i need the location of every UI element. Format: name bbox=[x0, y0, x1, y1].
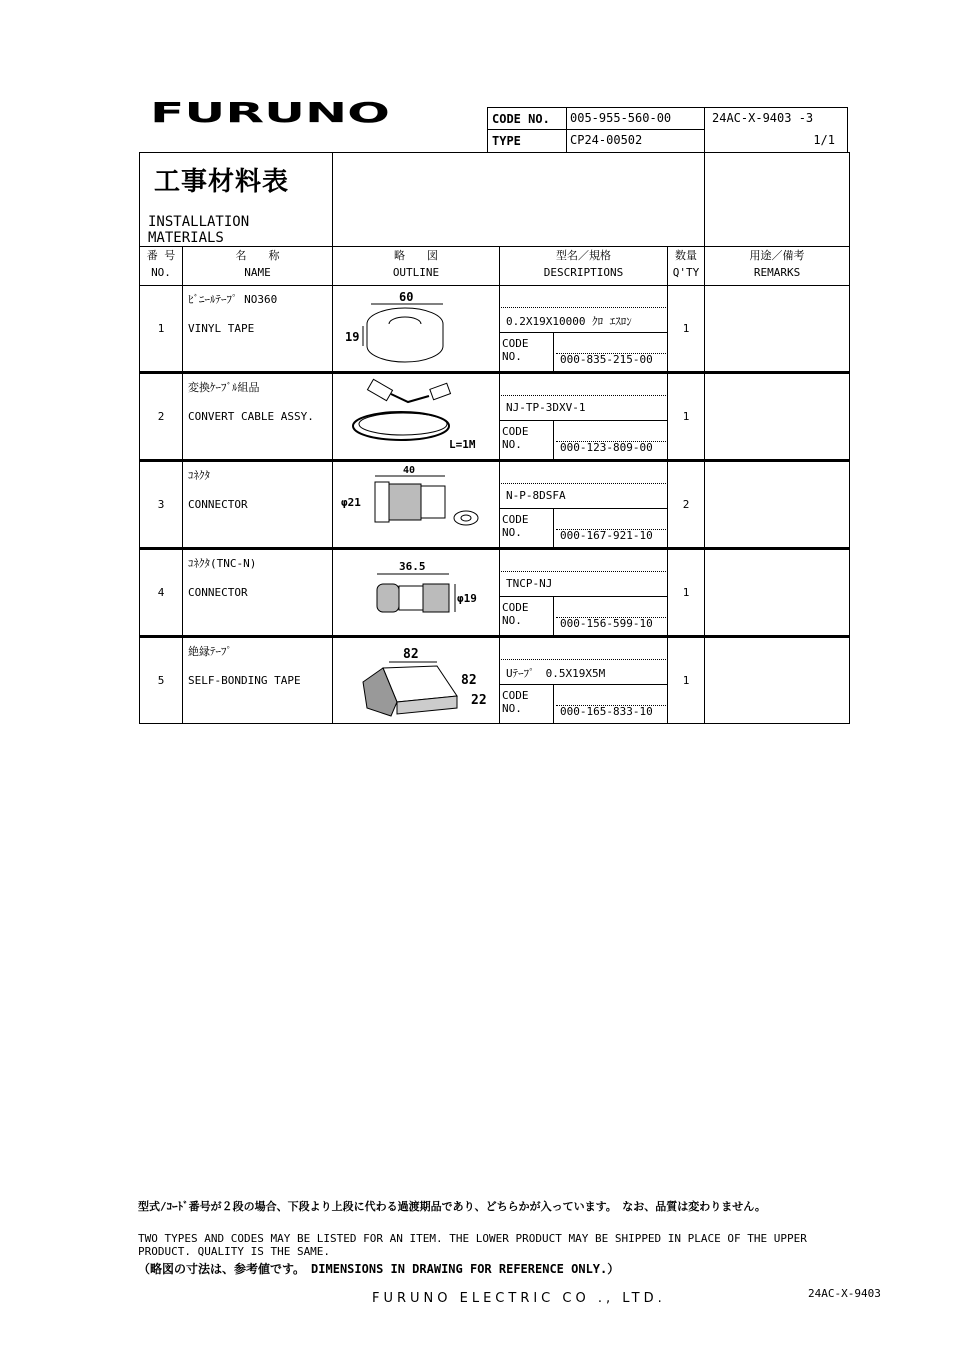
code-label: CODE bbox=[502, 337, 529, 350]
item-remarks bbox=[705, 549, 850, 637]
item-code: 000-167-921-10 bbox=[560, 529, 653, 542]
table-row bbox=[140, 549, 850, 637]
logo-text: FURUNO bbox=[150, 100, 390, 126]
col-desc-jp: 型名／規格 bbox=[556, 249, 611, 262]
title-jp: 工事材料表 bbox=[154, 167, 290, 197]
item-qty: 1 bbox=[668, 373, 705, 461]
outline-vinyl-tape-drawing bbox=[333, 286, 500, 373]
item-number: 4 bbox=[140, 549, 183, 637]
item-description: N-P-8DSFA bbox=[506, 489, 566, 502]
item-name-jp: ｺﾈｸﾀ(TNC-N) bbox=[188, 557, 257, 570]
code-no-value: 005-955-560-00 bbox=[570, 111, 672, 125]
item-qty: 1 bbox=[668, 637, 705, 724]
furuno-logo bbox=[150, 100, 390, 126]
item-remarks bbox=[705, 461, 850, 549]
item-name-jp: 絶縁ﾃｰﾌﾟ bbox=[188, 645, 232, 658]
svg-text:19: 19 bbox=[345, 330, 360, 344]
no-label: NO. bbox=[502, 350, 522, 363]
code-label: CODE bbox=[502, 689, 529, 702]
item-remarks bbox=[705, 286, 850, 373]
title-en: INSTALLATION MATERIALS bbox=[148, 214, 250, 246]
note-jp: 型式/ｺｰﾄﾞ番号が２段の場合、下段より上段に代わる過渡期品であり、どちらかが入っています。 なお、品質は変わりません。 bbox=[138, 1200, 766, 1213]
col-name-jp: 名 称 bbox=[235, 249, 280, 262]
company-name: FURUNO ELECTRIC CO ., LTD. bbox=[372, 1291, 666, 1306]
col-desc-en: DESCRIPTIONS bbox=[543, 266, 624, 279]
item-remarks bbox=[705, 373, 850, 461]
outline-tnc-connector-drawing bbox=[333, 549, 500, 637]
no-label: NO. bbox=[502, 438, 522, 451]
col-qty-en: Q'TY bbox=[672, 266, 700, 279]
item-qty: 2 bbox=[668, 461, 705, 549]
code-no-label: CODE NO. bbox=[492, 112, 550, 126]
header-box bbox=[487, 107, 848, 153]
item-description: NJ-TP-3DXV-1 bbox=[506, 401, 586, 414]
svg-text:L=1M: L=1M bbox=[449, 438, 476, 451]
svg-text:φ19: φ19 bbox=[457, 592, 477, 605]
outline-connector-drawing bbox=[333, 461, 500, 549]
page-number: 1/1 bbox=[813, 133, 835, 147]
table-row bbox=[140, 286, 850, 373]
code-label: CODE bbox=[502, 425, 529, 438]
note-en: TWO TYPES AND CODES MAY BE LISTED FOR AN ITEM. THE LOWER PRODUCT MAY BE SHIPPED IN PLACE OF THE UPPER PRODUCT. QUALITY IS THE SAME. bbox=[138, 1232, 807, 1258]
col-no-jp: 番 号 bbox=[146, 249, 176, 262]
doc-reference: 24AC-X-9403 bbox=[808, 1287, 881, 1300]
item-description: TNCP-NJ bbox=[506, 577, 553, 590]
code-label: CODE bbox=[502, 601, 529, 614]
col-outline-jp: 略 図 bbox=[394, 249, 438, 262]
item-code: 000-835-215-00 bbox=[560, 353, 653, 366]
svg-text:36.5: 36.5 bbox=[399, 560, 426, 573]
item-number: 3 bbox=[140, 461, 183, 549]
title-row bbox=[140, 153, 850, 247]
no-label: NO. bbox=[502, 702, 522, 715]
item-number: 2 bbox=[140, 373, 183, 461]
outline-bonding-tape-drawing bbox=[333, 637, 500, 724]
outline-cable-drawing bbox=[333, 373, 500, 461]
code-label: CODE bbox=[502, 513, 529, 526]
item-name-en: SELF-BONDING TAPE bbox=[188, 674, 301, 687]
item-remarks bbox=[705, 637, 850, 724]
doc-number: 24AC-X-9403 -3 bbox=[712, 111, 814, 125]
svg-text:22: 22 bbox=[471, 693, 487, 708]
svg-text:82: 82 bbox=[403, 647, 419, 662]
type-value: CP24-00502 bbox=[570, 133, 643, 147]
svg-text:82: 82 bbox=[461, 673, 477, 688]
item-name-en: CONNECTOR bbox=[188, 586, 248, 599]
item-qty: 1 bbox=[668, 286, 705, 373]
item-number: 1 bbox=[140, 286, 183, 373]
item-name-jp: ｺﾈｸﾀ bbox=[188, 469, 210, 482]
item-qty: 1 bbox=[668, 549, 705, 637]
svg-text:60: 60 bbox=[399, 290, 414, 304]
svg-text:φ21: φ21 bbox=[341, 496, 361, 509]
col-name-en: NAME bbox=[244, 266, 271, 279]
type-label: TYPE bbox=[492, 134, 521, 148]
item-description: 0.2X19X10000 ｸﾛ ｴｽﾛﾝ bbox=[506, 315, 632, 328]
table-row bbox=[140, 637, 850, 724]
no-label: NO. bbox=[502, 614, 522, 627]
col-no-en: NO. bbox=[151, 266, 171, 279]
item-number: 5 bbox=[140, 637, 183, 724]
item-code: 000-165-833-10 bbox=[560, 705, 653, 718]
col-qty-jp: 数量 bbox=[675, 249, 697, 262]
dimension-note: （略図の寸法は、参考値です。 DIMENSIONS IN DRAWING FOR REFERENCE ONLY.） bbox=[138, 1262, 620, 1276]
table-row bbox=[140, 461, 850, 549]
item-name-en: CONNECTOR bbox=[188, 498, 248, 511]
col-outline-en: OUTLINE bbox=[392, 266, 440, 279]
table-row bbox=[140, 373, 850, 461]
item-code: 000-156-599-10 bbox=[560, 617, 653, 630]
svg-text:40: 40 bbox=[403, 465, 416, 476]
item-name-jp: ﾋﾞﾆｰﾙﾃｰﾌﾟ NO360 bbox=[188, 293, 278, 306]
col-remarks-jp: 用途／備考 bbox=[749, 249, 805, 262]
col-remarks-en: REMARKS bbox=[753, 266, 801, 279]
item-description: Uﾃｰﾌﾟ 0.5X19X5M bbox=[506, 667, 606, 680]
column-header-row bbox=[140, 247, 850, 286]
materials-table bbox=[139, 152, 850, 724]
no-label: NO. bbox=[502, 526, 522, 539]
item-name-jp: 変換ｹｰﾌﾞﾙ組品 bbox=[188, 381, 260, 394]
item-name-en: VINYL TAPE bbox=[188, 322, 255, 335]
item-name-en: CONVERT CABLE ASSY. bbox=[188, 410, 314, 423]
item-code: 000-123-809-00 bbox=[560, 441, 653, 454]
